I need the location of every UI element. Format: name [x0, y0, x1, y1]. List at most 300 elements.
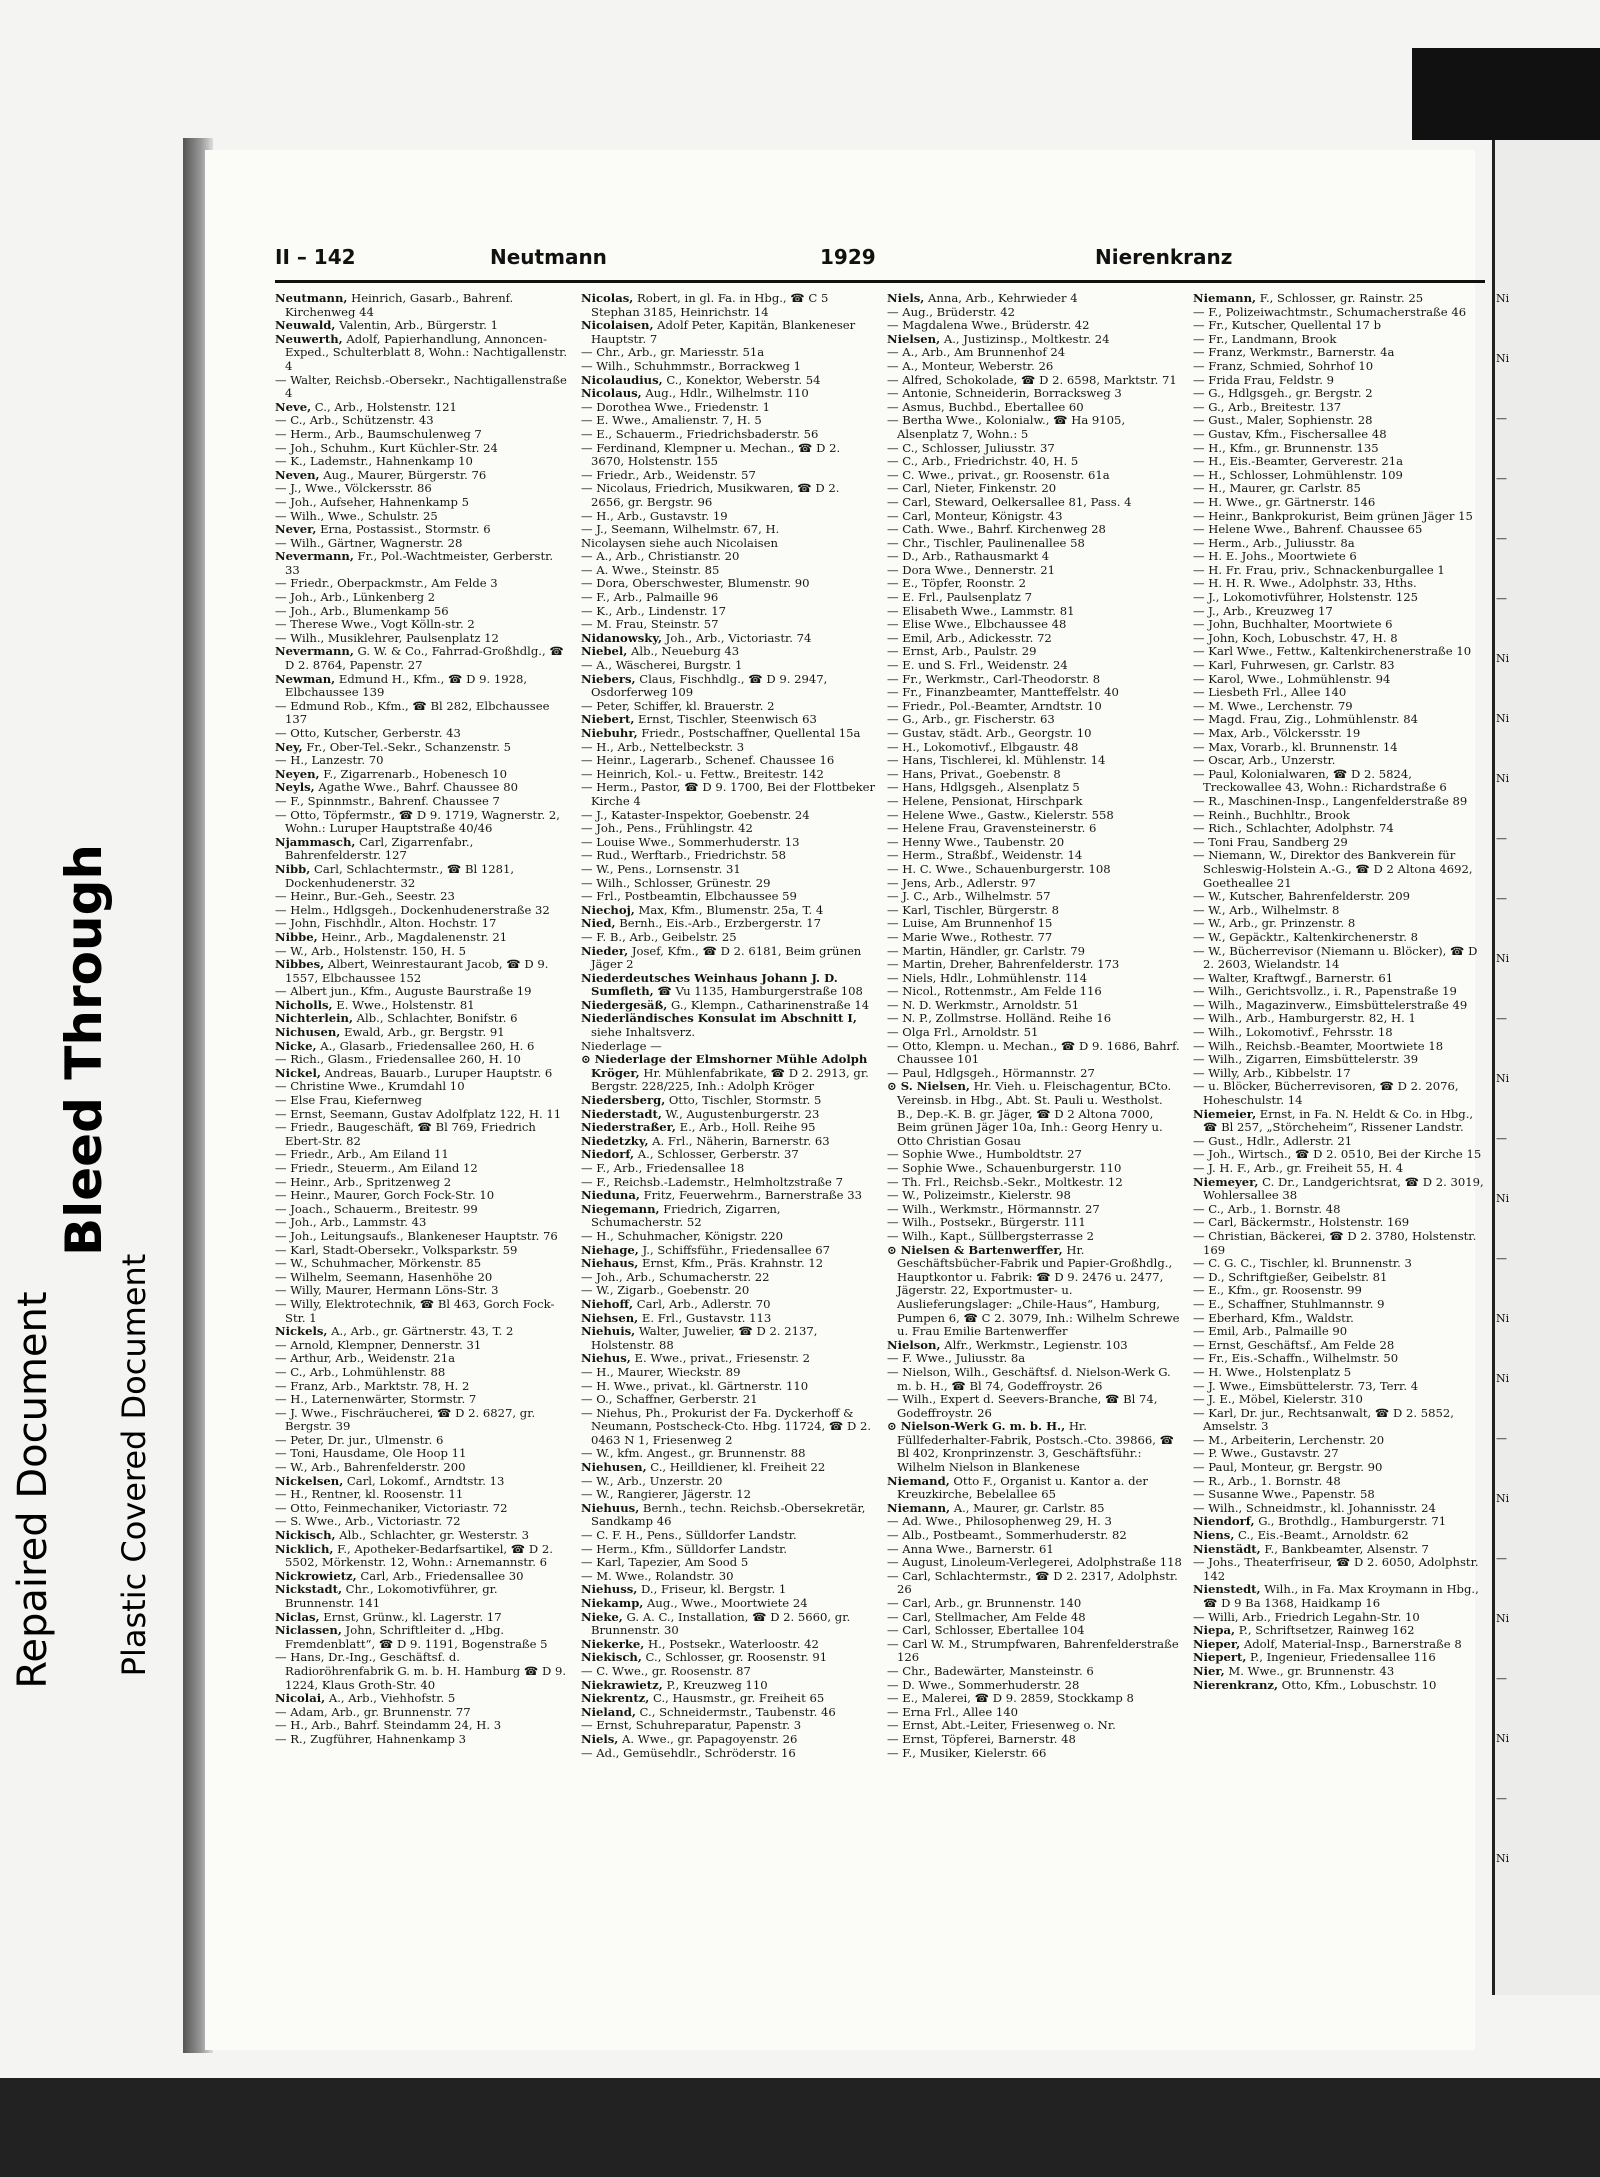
directory-entry: Nieder, Josef, Kfm., ☎ D 2. 6181, Beim grünen Jäger 2	[581, 943, 862, 972]
directory-entry: — Wilh., Expert d. Seevers-Branche, ☎ Bl 74, Godeffroystr. 26	[887, 1392, 1158, 1420]
directory-entry: — Adam, Arb., gr. Brunnenstr. 77	[275, 1704, 471, 1719]
directory-entry: — W., Schuhmacher, Mörkenstr. 85	[275, 1256, 482, 1271]
directory-entry: — Herm., Arb., Baumschulenweg 7	[275, 426, 482, 441]
directory-entry: — Heinr., Arb., Spritzenweg 2	[275, 1174, 452, 1189]
directory-entry: — u. Blöcker, Bücherrevisoren, ☎ D 2. 2076, Hoheschulstr. 14	[1193, 1079, 1459, 1108]
directory-entry: — Liesbeth Frl., Allee 140	[1193, 685, 1347, 700]
directory-entry: — J. H. F., Arb., gr. Freiheit 55, H. 4	[1193, 1161, 1404, 1175]
directory-entry: — Wilh., Wwe., Schulstr. 25	[275, 508, 438, 523]
directory-entry: Niebers, Claus, Fischhdlg., ☎ D 9. 2947, Osdorferweg 109	[581, 671, 828, 700]
directory-entry: Niederländisches Konsulat im Abschnitt I, siehe Inhaltsverz.	[581, 1011, 857, 1040]
directory-entry: — Fr., Werkmstr., Carl-Theodorstr. 8	[887, 671, 1101, 686]
directory-entry: — Niehus, Ph., Prokurist der Fa. Dyckerhoff & Neumann, Postscheck-Cto. Hbg. 11724, ☎ D 2. 0463 N 1, Friesenweg 2	[581, 1405, 872, 1447]
directory-entry: — Ernst, Abt.-Leiter, Friesenweg o. Nr.	[887, 1718, 1116, 1733]
directory-entry: — Elise Wwe., Elbchaussee 48	[887, 617, 1067, 632]
margin-fragment: —	[1496, 472, 1507, 485]
directory-entry: — H. H. R. Wwe., Adolphstr. 33, Hths.	[1193, 576, 1417, 591]
directory-entry: — C., Schlosser, Juliusstr. 37	[887, 440, 1055, 455]
directory-entry: — Erna Frl., Allee 140	[887, 1704, 1019, 1719]
directory-entry: — S. Wwe., Arb., Victoriastr. 72	[275, 1514, 461, 1529]
directory-entry: — F., Polizeiwachtmstr., Schumacherstraße 46	[1193, 304, 1467, 319]
directory-entry: Nibbe, Heinr., Arb., Magdalenenstr. 21	[275, 929, 508, 944]
directory-entry: — A. Wwe., Steinstr. 85	[581, 562, 720, 577]
directory-entry: — H., Schlosser, Lohmühlenstr. 109	[1193, 467, 1403, 482]
directory-entry: — Joh., Arb., Blumenkamp 56	[275, 603, 449, 618]
facing-page-margin-text	[1496, 292, 1526, 1912]
page-number: II – 142	[275, 245, 356, 269]
directory-entry: — J., Lokomotivführer, Holstenstr. 125	[1193, 590, 1419, 605]
directory-entry: Nickstadt, Chr., Lokomotivführer, gr. Brunnenstr. 141	[275, 1582, 498, 1610]
directory-entry: — J., Wwe., Völckersstr. 86	[275, 481, 432, 496]
directory-entry: — W., Arb., Bahrenfelderstr. 200	[275, 1460, 466, 1475]
directory-entry: — K., Lademstr., Hahnenkamp 10	[275, 454, 473, 469]
directory-entry: — W., Gepäcktr., Kaltenkirchenerstr. 8	[1193, 929, 1419, 944]
directory-entry: Nicolaisen, Adolf Peter, Kapitän, Blankeneser Hauptstr. 7	[581, 318, 856, 346]
directory-entry: — F. B., Arb., Geibelstr. 25	[581, 929, 737, 944]
directory-entry: Nevermann, Fr., Pol.-Wachtmeister, Gerberstr. 33	[275, 549, 554, 577]
directory-entry: — H., Laternenwärter, Stormstr. 7	[275, 1392, 477, 1407]
directory-entry: — Christian, Bäckerei, ☎ D 2. 3780, Holstenstr. 169	[1193, 1228, 1477, 1257]
directory-entry: — Heinr., Maurer, Gorch Fock-Str. 10	[275, 1188, 495, 1203]
directory-entry: — Carl, Stellmacher, Am Felde 48	[887, 1609, 1086, 1624]
directory-entry: — Gust., Maler, Sophienstr. 28	[1193, 413, 1373, 428]
directory-entry: Niens, C., Eis.-Beamt., Arnoldstr. 62	[1193, 1528, 1409, 1543]
margin-fragment: Ni	[1496, 712, 1510, 725]
directory-entry: — Elisabeth Wwe., Lammstr. 81	[887, 603, 1075, 618]
directory-entry: — Susanne Wwe., Papenstr. 58	[1193, 1487, 1375, 1502]
directory-entry: — Albert jun., Kfm., Auguste Baurstraße 19	[275, 984, 532, 999]
directory-entry: — Wilh., Schuhmmstr., Borrackweg 1	[581, 358, 801, 373]
directory-entry: — Asmus, Buchbd., Ebertallee 60	[887, 399, 1084, 414]
directory-entry: — C. Wwe., gr. Roosenstr. 87	[581, 1663, 751, 1678]
directory-entry: — Martin, Dreher, Bahrenfelderstr. 173	[887, 957, 1120, 972]
directory-entry: — H., Maurer, gr. Carlstr. 85	[1193, 481, 1361, 496]
directory-entry: — Aug., Brüderstr. 42	[887, 304, 1015, 319]
directory-entry: — W., Arb., Unzerstr. 20	[581, 1473, 723, 1488]
directory-entry: Nicolaus, Aug., Hdlr., Wilhelmstr. 110	[581, 386, 809, 401]
directory-entry: — Johs., Theaterfriseur, ☎ D 2. 6050, Adolphstr. 142	[1193, 1555, 1479, 1583]
directory-entry: — Gust., Hdlr., Adlerstr. 21	[1193, 1133, 1353, 1148]
directory-entry: — Otto, Klempn. u. Mechan., ☎ D 9. 1686, Bahrf. Chaussee 101	[887, 1038, 1180, 1067]
directory-entry: — Karl, Fuhrwesen, gr. Carlstr. 83	[1193, 658, 1395, 673]
directory-entry: — Carl, Nieter, Finkenstr. 20	[887, 481, 1057, 496]
directory-entry: — Wilh., Zigarren, Eimsbüttelerstr. 39	[1193, 1052, 1419, 1067]
directory-entry: Neyen, F., Zigarrenarb., Hobenesch 10	[275, 766, 508, 781]
directory-entry: Nickisch, Alb., Schlachter, gr. Westerstr. 3	[275, 1528, 529, 1543]
directory-entry: — A., Monteur, Weberstr. 26	[887, 358, 1054, 373]
directory-entry: — C., Arb., Lohmühlenstr. 88	[275, 1364, 446, 1379]
directory-entry: — Karl, Tapezier, Am Sood 5	[581, 1555, 749, 1570]
directory-entry: Niekamp, Aug., Wwe., Moortwiete 24	[581, 1596, 808, 1610]
directory-entry: Nibb, Carl, Schlachtermstr., ☎ Bl 1281, Dockenhudenerstr. 32	[275, 861, 515, 890]
directory-entry: — H. Fr. Frau, priv., Schnackenburgallee 1	[1193, 562, 1445, 577]
directory-entry: — H., Rentner, kl. Roosenstr. 11	[275, 1487, 464, 1502]
directory-entry: — H., Kfm., gr. Brunnenstr. 135	[1193, 440, 1379, 455]
directory-entry: — Wilh., Reichsb.-Beamter, Moortwiete 18	[1193, 1038, 1444, 1053]
directory-entry: — Wilh., Lokomotivf., Fehrsstr. 18	[1193, 1025, 1393, 1040]
directory-entry: — Heinrich, Kol.- u. Fettw., Breitestr. 142	[581, 766, 824, 781]
directory-entry: — Carl, Steward, Oelkersallee 81, Pass. 4	[887, 494, 1132, 509]
directory-entry: Niemeier, Ernst, in Fa. N. Heldt & Co. in Hbg., ☎ Bl 257, „Störcheheim“, Rissener Landstr.	[1193, 1106, 1474, 1135]
directory-entry: — Otto, Töpfermstr., ☎ D 9. 1719, Wagnerstr. 2, Wohn.: Luruper Hauptstraße 40/46	[275, 807, 560, 836]
directory-entry: — Herm., Kfm., Sülldorfer Landstr.	[581, 1541, 788, 1556]
directory-entry: — W., Bücherrevisor (Niemann u. Blöcker), ☎ D 2. 2603, Wielandstr. 14	[1193, 943, 1478, 972]
directory-entry: Nichterlein, Alb., Schlachter, Bonifstr. 6	[275, 1011, 518, 1026]
directory-entry: — Karl, Tischler, Bürgerstr. 8	[887, 902, 1060, 917]
directory-entry: Niehage, J., Schiffsführ., Friedensallee 67	[581, 1242, 831, 1257]
directory-entry: Niekrawietz, P., Kreuzweg 110	[581, 1677, 768, 1692]
directory-entry: — Gustav, Kfm., Fischersallee 48	[1193, 426, 1387, 441]
directory-entry: — Magd. Frau, Zig., Lohmühlenstr. 84	[1193, 712, 1418, 727]
directory-entry: — F., Spinnmstr., Bahrenf. Chaussee 7	[275, 793, 500, 808]
directory-entry: Nielson, Alfr., Werkmstr., Legienstr. 103	[887, 1337, 1128, 1352]
directory-entry: Njammasch, Carl, Zigarrenfabr., Bahrenfelderstr. 127	[275, 834, 474, 863]
directory-entry: — H., Schuhmacher, Königstr. 220	[581, 1228, 783, 1243]
directory-entry: — Wilh., Gärtner, Wagnerstr. 28	[275, 535, 463, 550]
directory-entry: — Reinh., Buchhltr., Brook	[1193, 807, 1350, 822]
directory-entry: — Hans, Tischlerei, kl. Mühlenstr. 14	[887, 753, 1106, 768]
repaired-document-label: Repaired Document	[10, 1291, 56, 1689]
directory-entry: — J. C., Arb., Wilhelmstr. 57	[887, 889, 1051, 904]
directory-entry: — Friedr., Steuerm., Am Eiland 12	[275, 1161, 478, 1175]
directory-entry: — H., Arb., Gustavstr. 19	[581, 508, 728, 523]
directory-entry: — W., Arb., gr. Prinzenstr. 8	[1193, 916, 1356, 931]
directory-entry: — Therese Wwe., Vogt Kölln-str. 2	[275, 617, 475, 632]
directory-entry: Nicklich, F., Apotheker-Bedarfsartikel, ☎ D 2. 5502, Mörkenstr. 12, Wohn.: Arnemannstr. 6	[275, 1541, 553, 1570]
directory-entry: — G., Arb., gr. Fischerstr. 63	[887, 712, 1055, 727]
directory-entry: — G., Arb., Breitestr. 137	[1193, 399, 1342, 414]
directory-entry: — Joh., Wirtsch., ☎ D 2. 0510, Bei der Kirche 15	[1193, 1147, 1482, 1162]
directory-entry: — Helene Frau, Gravensteinerstr. 6	[887, 821, 1097, 836]
directory-entry: — E., Kfm., gr. Roosenstr. 99	[1193, 1283, 1362, 1298]
margin-fragment: Ni	[1496, 1312, 1510, 1325]
directory-entry: Nickel, Andreas, Bauarb., Luruper Hauptstr. 6	[275, 1065, 553, 1080]
directory-entry: Nevermann, G. W. & Co., Fahrrad-Großhdlg., ☎ D 2. 8764, Papenstr. 27	[275, 644, 564, 673]
directory-entry: — W., Pens., Lornsenstr. 31	[581, 861, 741, 876]
directory-entry: — Joh., Pens., Frühlingstr. 42	[581, 821, 753, 836]
directory-entry: Nickels, A., Arb., gr. Gärtnerstr. 43, T. 2	[275, 1324, 514, 1339]
bleed-through-label: Bleed Through	[55, 844, 113, 1256]
directory-entry: — Karl Wwe., Fettw., Kaltenkirchenerstraße 10	[1193, 644, 1472, 659]
directory-entry: Nickelsen, Carl, Lokomf., Arndtstr. 13	[275, 1473, 505, 1488]
directory-entry: — Walter, Kraftwgf., Barnerstr. 61	[1193, 970, 1394, 985]
margin-fragment: Ni	[1496, 952, 1510, 965]
directory-entry: — F., Reichsb.-Lademstr., Helmholtzstraße 7	[581, 1174, 843, 1189]
margin-fragment: Ni	[1496, 292, 1510, 305]
directory-entry: — D., Arb., Rathausmarkt 4	[887, 549, 1050, 564]
directory-entry: — M., Arbeiterin, Lerchenstr. 20	[1193, 1432, 1385, 1447]
directory-entry: — Nicolaus, Friedrich, Musikwaren, ☎ D 2. 2656, gr. Bergstr. 96	[581, 481, 840, 509]
directory-entry: Niendorf, G., Brothdlg., Hamburgerstr. 71	[1193, 1514, 1447, 1529]
directory-entry: — Friedr., Baugeschäft, ☎ Bl 769, Friedrich Ebert-Str. 82	[275, 1120, 536, 1148]
margin-fragment: Ni	[1496, 1852, 1510, 1865]
directory-entry: — R., Arb., 1. Bornstr. 48	[1193, 1473, 1341, 1488]
directory-entry: — Joh., Leitungsaufs., Blankeneser Hauptstr. 76	[275, 1228, 558, 1243]
directory-entry: Nicke, A., Glasarb., Friedensallee 260, H. 6	[275, 1038, 535, 1053]
directory-entry: — Paul, Monteur, gr. Bergstr. 90	[1193, 1460, 1383, 1475]
directory-entry: — E., Schauerm., Friedrichsbaderstr. 56	[581, 426, 819, 441]
directory-entry: Nichusen, Ewald, Arb., gr. Bergstr. 91	[275, 1025, 505, 1040]
directory-entry: — C. F. H., Pens., Sülldorfer Landstr.	[581, 1528, 797, 1543]
directory-entry: — E. und S. Frl., Weidenstr. 24	[887, 658, 1068, 673]
directory-entry: Niederlage —	[581, 1038, 662, 1053]
directory-entry: Neuwald, Valentin, Arb., Bürgerstr. 1	[275, 318, 498, 333]
directory-entry: — Rich., Glasm., Friedensallee 260, H. 10	[275, 1052, 521, 1067]
directory-entry: — J. Wwe., Fischräucherei, ☎ D 2. 6827, gr. Bergstr. 39	[275, 1405, 536, 1434]
directory-entry: — Wilh., Magazinverw., Eimsbüttelerstraße 49	[1193, 997, 1468, 1012]
directory-entry: Nicolaudius, C., Konektor, Weberstr. 54	[581, 372, 821, 387]
directory-entry: — Dora, Oberschwester, Blumenstr. 90	[581, 576, 810, 591]
directory-entry: Niekisch, C., Schlosser, gr. Roosenstr. 91	[581, 1650, 828, 1665]
directory-entry: — F., Arb., Palmaille 96	[581, 590, 719, 605]
directory-entry: — Wilh., Kapt., Süllbergsterrasse 2	[887, 1228, 1095, 1243]
directory-entry: — A., Wäscherei, Burgstr. 1	[581, 658, 743, 673]
directory-entry: — Joach., Schauerm., Breitestr. 99	[275, 1201, 478, 1216]
directory-entry: Nieduna, Fritz, Feuerwehrm., Barnerstraße 33	[581, 1188, 862, 1203]
directory-entry: — Max, Arb., Völckersstr. 19	[1193, 726, 1361, 740]
margin-fragment: Ni	[1496, 1192, 1510, 1205]
directory-entry: Neyls, Agathe Wwe., Bahrf. Chaussee 80	[275, 780, 518, 795]
directory-entry: Nicholls, E. Wwe., Holstenstr. 81	[275, 997, 475, 1012]
column-4	[1193, 292, 1488, 1912]
directory-entry: — Fr., Finanzbeamter, Mantteffelstr. 40	[887, 685, 1119, 700]
directory-entry: — W., Kutscher, Bahrenfelderstr. 209	[1193, 889, 1410, 904]
directory-entry: — Herm., Straßbf., Weidenstr. 14	[887, 848, 1083, 863]
margin-fragment: —	[1496, 532, 1507, 545]
directory-entry: — N. P., Zollmstrse. Holländ. Reihe 16	[887, 1011, 1112, 1026]
directory-entry: — Frl., Postbeamtin, Elbchaussee 59	[581, 889, 797, 904]
directory-entry: — Joh., Arb., Lammstr. 43	[275, 1215, 427, 1230]
directory-entry: — W., kfm. Angest., gr. Brunnenstr. 88	[581, 1446, 806, 1461]
directory-entry: Niels, Anna, Arb., Kehrwieder 4	[887, 292, 1078, 305]
directory-entry: — Max, Vorarb., kl. Brunnenstr. 14	[1193, 739, 1398, 754]
directory-entry: Nierenkranz, Otto, Kfm., Lobuschstr. 10	[1193, 1677, 1437, 1692]
column-3	[887, 292, 1182, 1912]
directory-entry: — Carl, Schlachtermstr., ☎ D 2. 2317, Adolphstr. 26	[887, 1568, 1178, 1597]
directory-entry: — J., Arb., Kreuzweg 17	[1193, 603, 1333, 618]
directory-entry: Neutmann, Heinrich, Gasarb., Bahrenf. Kirchenweg 44	[275, 292, 514, 319]
bottom-dark-strip	[0, 2078, 1600, 2177]
directory-entry: — John, Koch, Lobuschstr. 47, H. 8	[1193, 630, 1398, 645]
last-entry-heading: Nierenkranz	[1095, 245, 1233, 269]
directory-entry: Nielsen, A., Justizinsp., Moltkestr. 24	[887, 331, 1110, 346]
directory-entry: — Herm., Pastor, ☎ D 9. 1700, Bei der Flottbeker Kirche 4	[581, 780, 876, 808]
directory-entry: — H., Arb., Bahrf. Steindamm 24, H. 3	[275, 1718, 502, 1733]
directory-entry: — A., Arb., Am Brunnenhof 24	[887, 345, 1066, 360]
directory-entry: — J. Wwe., Eimsbüttelerstr. 73, Terr. 4	[1193, 1378, 1419, 1393]
directory-entry: — H., Lokomotivf., Elbgaustr. 48	[887, 739, 1079, 754]
directory-entry: Niels, A. Wwe., gr. Papagoyenstr. 26	[581, 1731, 798, 1746]
directory-entry: — Wilh., Schlosser, Grünestr. 29	[581, 875, 771, 890]
directory-entry: Nicolas, Robert, in gl. Fa. in Hbg., ☎ C 5 Stephan 3185, Heinrichstr. 14	[581, 292, 829, 319]
directory-entry: Niemeyer, C. Dr., Landgerichtsrat, ☎ D 2. 3019, Wohlersallee 38	[1193, 1174, 1484, 1203]
directory-entry: Niegemann, Friedrich, Zigarren, Schumacherstr. 52	[581, 1201, 781, 1230]
directory-entry: — Wilh., Werkmstr., Hörmannstr. 27	[887, 1201, 1100, 1216]
directory-entry: — Paul, Kolonialwaren, ☎ D 2. 5824, Treckowallee 43, Wohn.: Richardstraße 6	[1193, 766, 1447, 795]
directory-entry: — Peter, Dr. jur., Ulmenstr. 6	[275, 1432, 444, 1447]
directory-entry: — August, Linoleum-Verlegerei, Adolphstraße 118	[887, 1555, 1182, 1570]
directory-entry: Niehuis, Walter, Juwelier, ☎ D 2. 2137, Holstenstr. 88	[581, 1324, 818, 1352]
directory-entry: — Cath. Wwe., Bahrf. Kirchenweg 28	[887, 522, 1106, 537]
directory-entry: — Ernst, Geschäftsf., Am Felde 28	[1193, 1337, 1395, 1352]
directory-entry: — Jens, Arb., Adlerstr. 97	[887, 875, 1036, 890]
directory-entry: — Ernst, Seemann, Gustav Adolfplatz 122, H. 11	[275, 1106, 562, 1121]
directory-entry: — Alfred, Schokolade, ☎ D 2. 6598, Marktstr. 71	[887, 372, 1177, 387]
directory-entry: — Else Frau, Kiefernweg	[275, 1093, 422, 1108]
margin-fragment: —	[1496, 892, 1507, 905]
directory-entry: Niedorf, A., Schlosser, Gerberstr. 37	[581, 1147, 799, 1162]
directory-entry: — Martin, Händler, gr. Carlstr. 79	[887, 943, 1086, 958]
directory-entry: ⊙ Niederlage der Elmshorner Mühle Adolph Kröger, Hr. Mühlenfabrikate, ☎ D 2. 2913, gr. Bergstr. 228/225, Inh.: Adolph Kröger	[581, 1052, 869, 1094]
directory-entry: — Karol, Wwe., Lohmühlenstr. 94	[1193, 671, 1391, 686]
directory-entry: Niehoff, Carl, Arb., Adlerstr. 70	[581, 1296, 771, 1311]
column-1	[275, 292, 570, 1912]
margin-fragment: —	[1496, 1252, 1507, 1265]
directory-entry: — Franz, Werkmstr., Barnerstr. 4a	[1193, 345, 1395, 360]
directory-entry: — Joh., Arb., Lünkenberg 2	[275, 590, 436, 605]
directory-entry: — Christine Wwe., Krumdahl 10	[275, 1079, 465, 1094]
directory-entry: — J. E., Möbel, Kielerstr. 310	[1193, 1392, 1363, 1407]
margin-fragment: —	[1496, 1672, 1507, 1685]
directory-entry: — C. G. C., Tischler, kl. Brunnenstr. 3	[1193, 1256, 1412, 1271]
directory-entry: — H. C. Wwe., Schauenburgerstr. 108	[887, 861, 1111, 876]
directory-entry: Newman, Edmund H., Kfm., ☎ D 9. 1928, Elbchaussee 139	[275, 671, 528, 700]
directory-entry: — R., Maschinen-Insp., Langenfelderstraße 89	[1193, 793, 1468, 808]
margin-fragment: —	[1496, 592, 1507, 605]
directory-entry: — H. Wwe., gr. Gärtnerstr. 146	[1193, 494, 1376, 509]
margin-fragment: Ni	[1496, 772, 1510, 785]
directory-entry: Niehusen, C., Heilldiener, kl. Freiheit 22	[581, 1460, 826, 1475]
directory-entry: Nienstädt, F., Bankbeamter, Alsenstr. 7	[1193, 1541, 1429, 1556]
directory-entry: — H., Lanzestr. 70	[275, 753, 384, 768]
directory-entry: — C., Arb., Schützenstr. 43	[275, 413, 434, 428]
directory-entry: — Helene, Pensionat, Hirschpark	[887, 793, 1083, 808]
directory-entry: — E., Malerei, ☎ D 9. 2859, Stockkamp 8	[887, 1691, 1134, 1706]
directory-entry: — Fr., Eis.-Schaffn., Wilhelmstr. 50	[1193, 1351, 1399, 1366]
first-entry-heading: Neutmann	[490, 245, 607, 269]
directory-entry: — Walter, Reichsb.-Obersekr., Nachtigallenstraße 4	[275, 372, 567, 401]
directory-entry: — Chr., Arb., gr. Mariesstr. 51a	[581, 345, 765, 360]
directory-entry: — J., Seemann, Wilhelmstr. 67, H.	[581, 522, 780, 537]
directory-entry: — Carl W. M., Strumpfwaren, Bahrenfelderstraße 126	[887, 1636, 1179, 1665]
directory-entry: — H., Arb., Nettelbeckstr. 3	[581, 739, 745, 754]
directory-entry: — M. Wwe., Lerchenstr. 79	[1193, 698, 1353, 713]
directory-entry: Niehsen, E. Frl., Gustavstr. 113	[581, 1310, 772, 1325]
directory-entry: — H. Wwe., privat., kl. Gärtnerstr. 110	[581, 1378, 809, 1393]
directory-entry: Niehuss, D., Friseur, kl. Bergstr. 1	[581, 1582, 787, 1597]
directory-entry: — Emil, Arb., Adickesstr. 72	[887, 630, 1052, 645]
directory-entry: — Joh., Schuhm., Kurt Küchler-Str. 24	[275, 440, 498, 455]
directory-entry: — R., Zugführer, Hahnenkamp 3	[275, 1731, 466, 1746]
directory-entry: — W., Arb., Wilhelmstr. 8	[1193, 902, 1340, 917]
margin-fragment: —	[1496, 1012, 1507, 1025]
column-2	[581, 292, 876, 1912]
directory-entry: — Henny Wwe., Taubenstr. 20	[887, 834, 1065, 849]
margin-fragment: Ni	[1496, 1492, 1510, 1505]
directory-entry: Ney, Fr., Ober-Tel.-Sekr., Schanzenstr. 5	[275, 739, 512, 754]
directory-entry: — Bertha Wwe., Kolonialw., ☎ Ha 9105, Alsenplatz 7, Wohn.: 5	[887, 413, 1126, 441]
directory-entry: — Wilh., Postsekr., Bürgerstr. 111	[887, 1215, 1086, 1230]
directory-entry: — Niemann, W., Direktor des Bankverein für Schleswig-Holstein A.-G., ☎ D 2 Altona 4692, Goetheallee 21	[1193, 848, 1473, 890]
directory-entry: — Friedr., Arb., Weidenstr. 57	[581, 467, 756, 482]
directory-entry: — F., Arb., Friedensallee 18	[581, 1161, 745, 1175]
directory-entry: — Nicol., Rottenmstr., Am Felde 116	[887, 984, 1102, 999]
directory-entry: — W., Rangierer, Jägerstr. 12	[581, 1487, 752, 1502]
margin-fragment: —	[1496, 1792, 1507, 1805]
directory-entry: Neuwerth, Adolf, Papierhandlung, Annoncen-Exped., Schulterblatt 8, Wohn.: Nachtigallenstr. 4	[275, 331, 568, 373]
directory-entry: Niedergesäß, G., Klempn., Catharinenstraße 14	[581, 997, 870, 1012]
directory-entry: — A., Arb., Christianstr. 20	[581, 549, 740, 564]
directory-entry: Niebuhr, Friedr., Postschaffner, Quellental 15a	[581, 726, 861, 740]
directory-entry: — Antonie, Schneiderin, Borracksweg 3	[887, 386, 1122, 401]
directory-entry: — Alb., Postbeamt., Sommerhuderstr. 82	[887, 1528, 1127, 1543]
directory-entry: — Ferdinand, Klempner u. Mechan., ☎ D 2. 3670, Holstenstr. 155	[581, 440, 841, 469]
directory-entry: — Wilh., Gerichtsvollz., i. R., Papenstraße 19	[1193, 984, 1457, 999]
directory-entry: — Fr., Landmann, Brook	[1193, 331, 1337, 346]
directory-entry: — Wilh., Schneidmstr., kl. Johannisstr. 24	[1193, 1500, 1436, 1515]
directory-entry: — Hans, Dr.-Ing., Geschäftsf. d. Radioröhrenfabrik G. m. b. H. Hamburg ☎ D 9. 1224, Klaus Groth-Str. 40	[275, 1650, 567, 1692]
directory-entry: Niepa, P., Schriftsetzer, Rainweg 162	[1193, 1623, 1415, 1638]
directory-entry: — M. Frau, Steinstr. 57	[581, 617, 719, 632]
directory-entry: — G., Hdlgsgeh., gr. Bergstr. 2	[1193, 386, 1373, 401]
directory-entry: — Louise Wwe., Sommerhuderstr. 13	[581, 834, 800, 849]
directory-entry: — John, Fischhdlr., Alton. Hochstr. 17	[275, 916, 497, 931]
directory-entry: Niebert, Ernst, Tischler, Steenwisch 63	[581, 712, 817, 727]
margin-fragment: —	[1496, 1552, 1507, 1565]
directory-entry: — Franz, Arb., Marktstr. 78, H. 2	[275, 1378, 470, 1393]
directory-entry: — Ernst, Schuhreparatur, Papenstr. 3	[581, 1718, 802, 1733]
directory-entry: Niederdeutsches Weinhaus Johann J. D. Sumfleth, ☎ Vu 1135, Hamburgerstraße 108	[581, 970, 863, 999]
directory-entry: — F., Musiker, Kielerstr. 66	[887, 1745, 1047, 1760]
directory-entry: — Carl, Schlosser, Ebertallee 104	[887, 1623, 1085, 1638]
directory-entry: — Wilh., Arb., Hamburgerstr. 82, H. 1	[1193, 1011, 1416, 1026]
directory-entry: Niemann, A., Maurer, gr. Carlstr. 85	[887, 1500, 1105, 1515]
directory-entry: — Olga Frl., Arnoldstr. 51	[887, 1025, 1039, 1040]
directory-entry: Nidanowsky, Joh., Arb., Victoriastr. 74	[581, 630, 812, 645]
header-rule	[275, 280, 1485, 283]
margin-fragment: —	[1496, 1432, 1507, 1445]
margin-fragment: Ni	[1496, 652, 1510, 665]
year-heading: 1929	[820, 245, 876, 269]
directory-entry: — Rud., Werftarb., Friedrichstr. 58	[581, 848, 786, 863]
directory-entry: — C., Arb., Friedrichstr. 40, H. 5	[887, 454, 1079, 469]
directory-entry: — Anna Wwe., Barnerstr. 61	[887, 1541, 1054, 1556]
directory-entry: Nickrowietz, Carl, Arb., Friedensallee 30	[275, 1568, 524, 1583]
directory-entry: — Edmund Rob., Kfm., ☎ Bl 282, Elbchaussee 137	[275, 698, 550, 727]
directory-entry: — Paul, Hdlgsgeh., Hörmannstr. 27	[887, 1065, 1095, 1080]
directory-entry: ⊙ Nielsen & Bartenwerffer, Hr. Geschäftsbücher-Fabrik und Papier-Großhdlg., Hauptkontor u. Fabrik: ☎ D 9. 2476 u. 2477, Jägerstr. 22, Exportmuster- u. Auslieferungslager: „Chile-Haus“, Hamburg, Pumpen 6, ☎ C 2. 3079, Inh.: Wilhelm Schrewe u. Frau Emilie Bartenwerffer	[887, 1242, 1180, 1339]
directory-entry: — Luise, Am Brunnenhof 15	[887, 916, 1053, 931]
directory-entry: — Joh., Arb., Schumacherstr. 22	[581, 1269, 770, 1284]
directory-entry: — E. Frl., Paulsenplatz 7	[887, 590, 1032, 605]
directory-entry: — Helene Wwe., Gastw., Kielerstr. 558	[887, 807, 1114, 822]
margin-fragment: Ni	[1496, 1372, 1510, 1385]
directory-entry: — H. Wwe., Holstenplatz 5	[1193, 1364, 1352, 1379]
directory-entry: ⊙ Nielson-Werk G. m. b. H., Hr. Füllfederhalter-Fabrik, Postsch.-Cto. 39866, ☎ Bl 402, Kronprinzenstr. 3, Geschäftsführ.: Wilhelm Nielson in Blankenese	[887, 1419, 1175, 1475]
directory-entry: Niekrentz, C., Hausmstr., gr. Freiheit 65	[581, 1691, 825, 1706]
directory-entry: Never, Erna, Postassist., Stormstr. 6	[275, 522, 491, 537]
margin-fragment: Ni	[1496, 1732, 1510, 1745]
directory-entry: — Toni, Hausdame, Ole Hoop 11	[275, 1446, 467, 1461]
directory-entry: — Friedr., Oberpackmstr., Am Felde 3	[275, 576, 498, 591]
directory-entry: — Hans, Hdlgsgeh., Alsenplatz 5	[887, 780, 1080, 795]
margin-fragment: —	[1496, 412, 1507, 425]
directory-entry: Niclassen, John, Schriftleiter d. „Hbg. Fremdenblatt“, ☎ D 9. 1191, Bogenstraße 5	[275, 1623, 548, 1651]
directory-entry: — Sophie Wwe., Humboldtstr. 27	[887, 1147, 1082, 1162]
directory-entry: — Franz, Schmied, Sohrhof 10	[1193, 358, 1374, 373]
directory-entry: Niekerke, H., Postsekr., Waterloostr. 42	[581, 1636, 819, 1651]
directory-entry: — Joh., Aufseher, Hahnenkamp 5	[275, 494, 470, 509]
